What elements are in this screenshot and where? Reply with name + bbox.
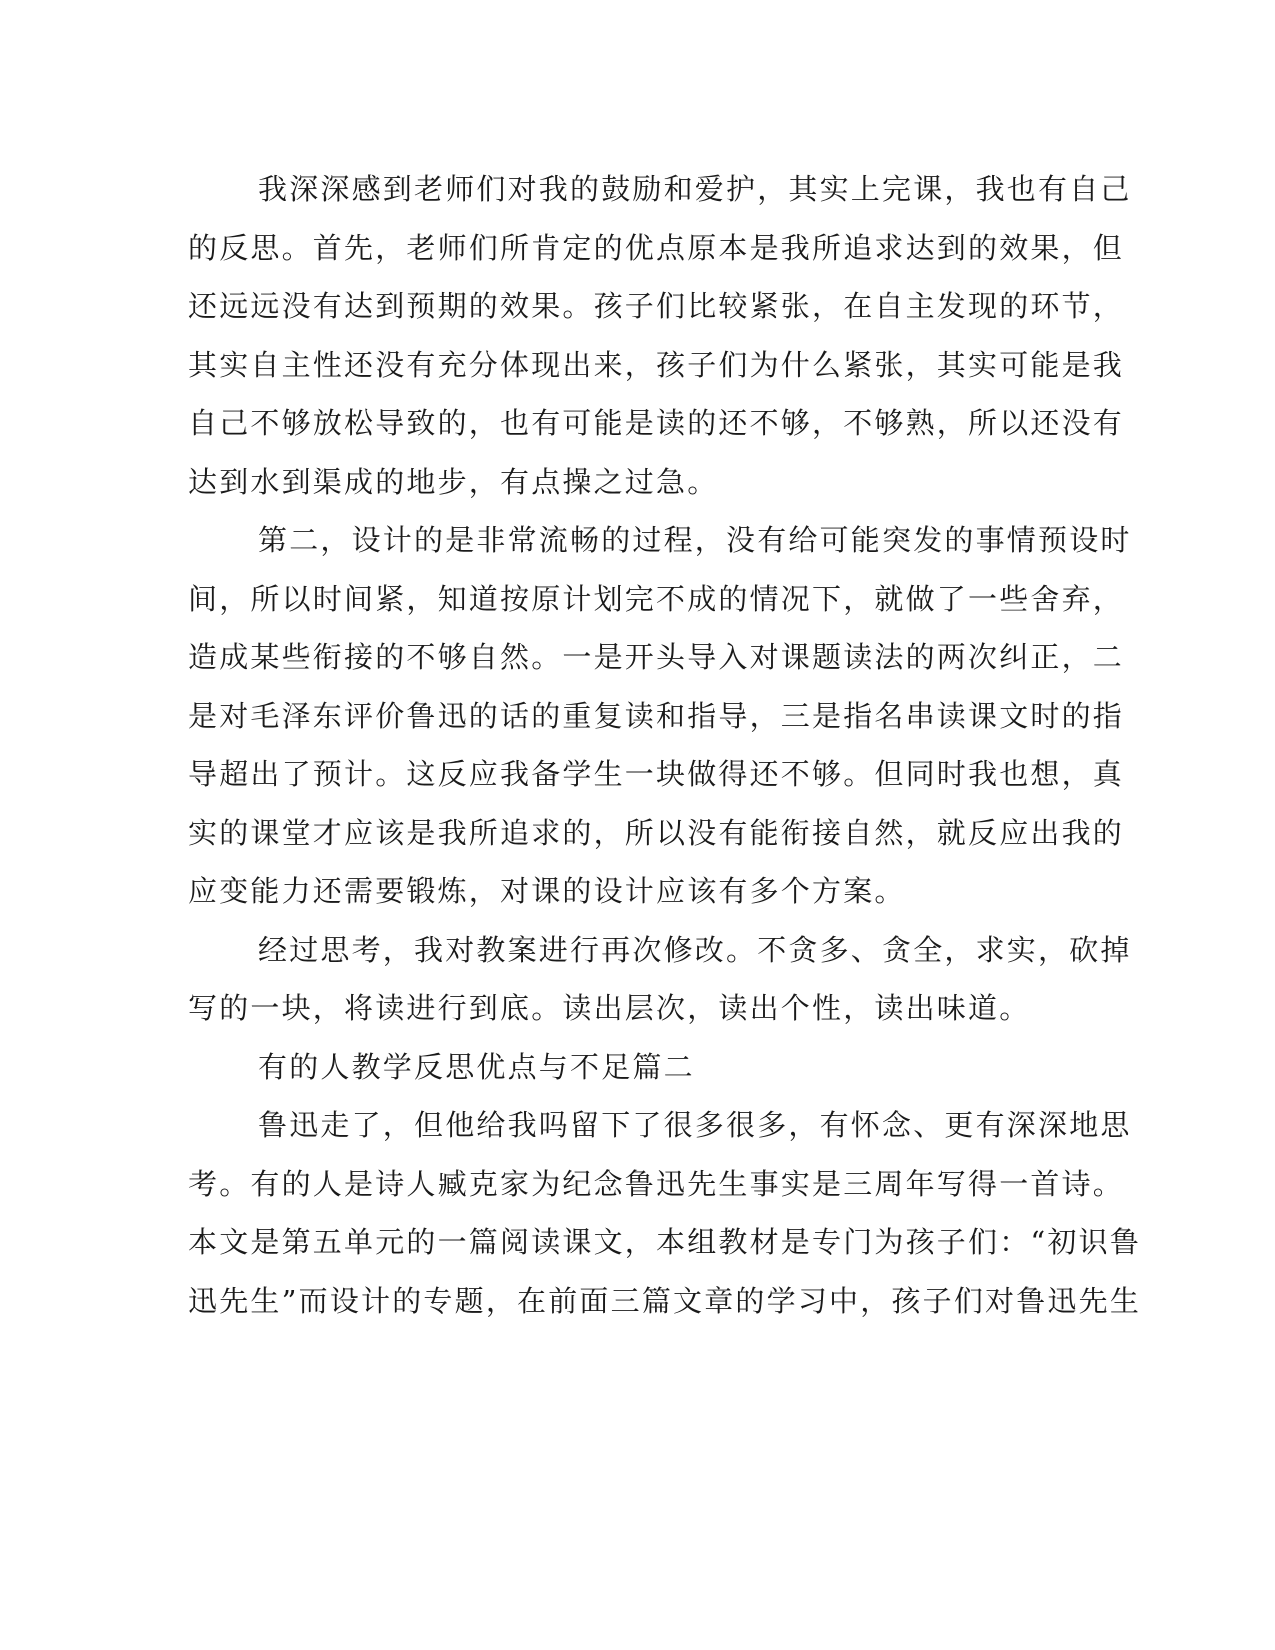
text-line: 写的一块，将读进行到底。读出层次，读出个性，读出味道。 <box>188 991 1031 1025</box>
text-line: 还远远没有达到预期的效果。孩子们比较紧张，在自主发现的环节， <box>188 289 1125 323</box>
text-line: 其实自主性还没有充分体现出来，孩子们为什么紧张，其实可能是我 <box>188 347 1125 382</box>
text-line: 的反思。首先，老师们所肯定的优点原本是我所追求达到的效果，但 <box>188 230 1125 265</box>
paragraph-second-point <box>188 511 1132 921</box>
text-line: 应变能力还需要锻炼，对课的设计应该有多个方案。 <box>188 874 906 908</box>
text-line: 考。有的人是诗人臧克家为纪念鲁迅先生事实是三周年写得一首诗。 <box>188 1166 1125 1201</box>
paragraph-revision <box>188 921 1132 1038</box>
text-line: 自己不够放松导致的，也有可能是读的还不够，不够熟，所以还没有 <box>188 406 1125 440</box>
text-line: 经过思考，我对教案进行再次修改。不贪多、贪全，求实，砍掉 <box>258 932 1132 967</box>
paragraph-reflection-intro <box>188 160 1132 511</box>
document-body <box>188 160 1142 1330</box>
section-title: 有的人教学反思优点与不足篇二 <box>258 1049 695 1084</box>
text-line: 是对毛泽东评价鲁迅的话的重复读和指导，三是指名串读课文时的指 <box>188 698 1125 733</box>
text-line: 导超出了预计。这反应我备学生一块做得还不够。但同时我也想，真 <box>188 757 1125 791</box>
text-line: 鲁迅走了，但他给我吗留下了很多很多，有怀念、更有深深地思 <box>258 1108 1132 1142</box>
text-line: 实的课堂才应该是我所追求的，所以没有能衔接自然，就反应出我的 <box>188 815 1125 850</box>
paragraph-lu-xun <box>188 1096 1142 1330</box>
section-heading <box>188 1038 1068 1097</box>
text-line: 第二，设计的是非常流畅的过程，没有给可能突发的事情预设时 <box>258 523 1132 557</box>
text-line: 我深深感到老师们对我的鼓励和爱护，其实上完课，我也有自己 <box>258 172 1132 206</box>
text-line: 本文是第五单元的一篇阅读课文，本组教材是专门为孩子们：“初识鲁 <box>188 1225 1142 1259</box>
text-line: 迅先生”而设计的专题，在前面三篇文章的学习中，孩子们对鲁迅先生 <box>188 1283 1142 1318</box>
text-line: 达到水到渠成的地步，有点操之过急。 <box>188 464 719 499</box>
text-line: 造成某些衔接的不够自然。一是开头导入对课题读法的两次纠正，二 <box>188 640 1125 674</box>
text-line: 间，所以时间紧，知道按原计划完不成的情况下，就做了一些舍弃， <box>188 581 1125 616</box>
